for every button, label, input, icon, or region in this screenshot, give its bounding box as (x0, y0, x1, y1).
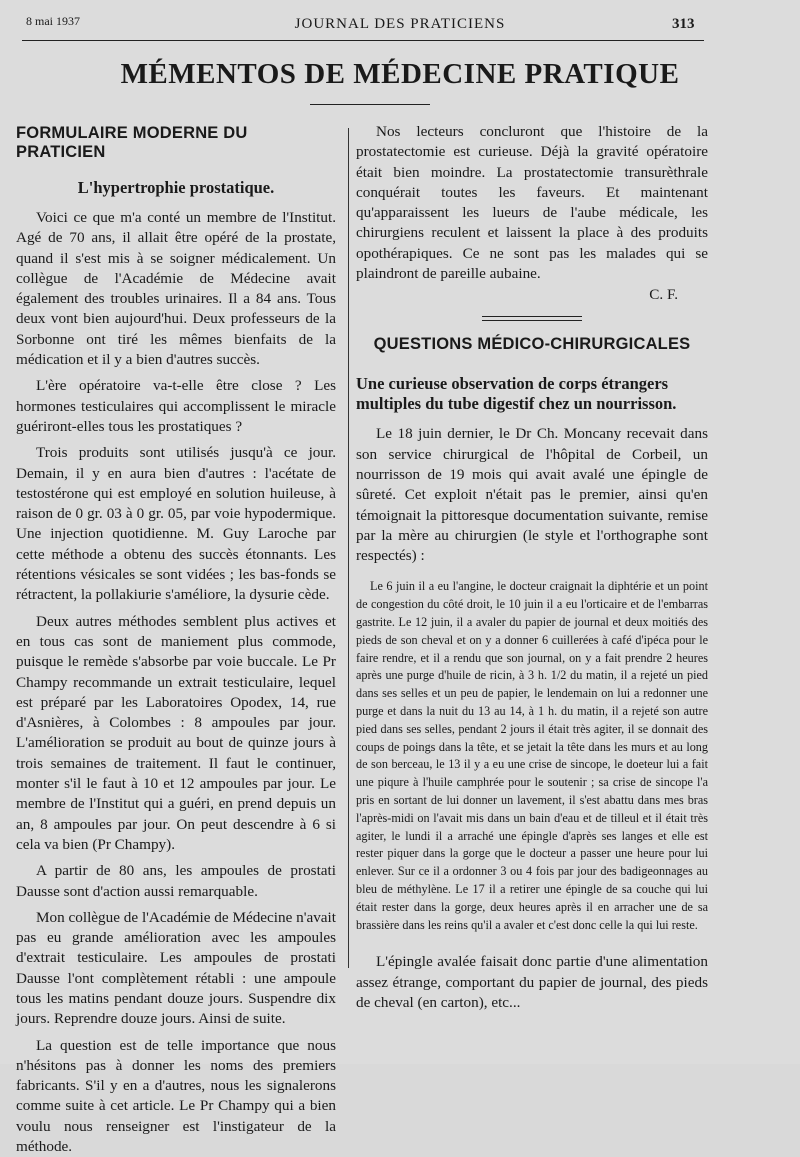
paragraph: La question est de telle importance que nous n'hésitons pas à donner les noms des premiers fabricants. S'il y en a d'autres, nous les signalerons comme suite à cet article. Le Pr Champy qui a bien voulu nous renseigner est l'instigateur de la méthode. (16, 1036, 336, 1156)
paragraph: Trois produits sont utilisés jusqu'à ce jour. Demain, il y en aura bien d'autres : l'acétate de testostérone qui est employé en solution huileuse, à raison de 0 gr. 03 à 0 gr. 05, par voie hypodermique. Une injection quotidienne. M. Guy Laroche par cette méthode a obtenu des succès étonnants. Les rétentions vésicales se sont vidées ; les bas-fonds se rétractent, la pollakiurie s'améliore, la dysurie cède. (16, 444, 336, 604)
running-header (0, 14, 800, 38)
title-rule (310, 104, 430, 105)
header-rule (22, 40, 704, 41)
main-title: MÉMENTOS DE MÉDECINE PRATIQUE (120, 58, 680, 90)
right-column (356, 122, 708, 1013)
page-number: 313 (672, 16, 695, 32)
paragraph: L'ère opératoire va-t-elle être close ? Les hormones testiculaires qui accomplissent le miracle guériront-elles tous les prostatiques ? (16, 377, 336, 435)
paragraph: Nos lecteurs concluront que l'histoire de la prostatectomie est curieuse. Déjà la gravité opératoire était bien moindre. La prostatectomie transurèthrale conquérait toutes les faveurs. Et maintenant qu'apparaissent les lueurs de l'aube médicale, les chirurgiens reculent et laissent la place à des produits opothérapiques. Ce ne sont pas les malades qui se plaindront de pareille aubaine. (356, 123, 708, 283)
column-divider (348, 128, 349, 968)
quoted-letter: Le 6 juin il a eu l'angine, le docteur craignait la diphtérie et un point de congestion du côté droit, le 10 juin il a eu l'orticaire et de l'embarras gastrite. Le 12 juin, il a avaler du papier de journal et deux moitiés des pieds de son cheval et on y a donner 6 cuillerées à café d'ipéca pour le faire rendre, et il a rendu que son journal, on y a fait prendre 2 heures après une purge d'huile de ricin, à 3 h. 1/2 du matin, il a rejeté un pied dans ses selles et un peu de papier, le lendemain on lui a redonner une purge et dans la nuit du 13 au 14, à 1 h. du matin, il a rejeté son autre pied dans ses selles, pendant 2 jours il était très agiter, il se donnait des coups de poings dans la tête, et se jetait la tête dans les murs et au long de son berceau, le 13 il y a eu une crise de sincope, le doeteur lui a fait une piqure à l'huile camphrée pour le soutenir ; sa crise de sincope l'a pris en sortant de lui donner un lavement, il s'est abattu dans mes bras l'après-midi on l'avait mis dans un bain d'eau et de tilleul et il était très agiter, le lundi il a arraché une épingle d'après ses langes et elle est rester piquer dans la gorge que le docteur a passer une heure pour lui enlever. Sur ce il a ordonner 3 ou 4 fois par jour des badigeonnages au bleu de méthylène. Le 17 il a retirer une épingle de sa couche qui lui était rester dans la gorge, deux heures après il en arracher une de sa brassière dans les reins qu'il a avaler et c'est donc celle la qui lui reste. (356, 579, 708, 932)
section-separator (482, 316, 582, 321)
paragraph: Voici ce que m'a conté un membre de l'Institut. Agé de 70 ans, il allait être opéré de la prostate, quand il s'est mis à se soigner médicalement. Un collègue de l'Académie de Médecine avait également des troubles urinaires. Il a 84 ans. Tous deux vont bien aujourd'hui. Deux professeurs de la Sorbonne ont tiré les mêmes bienfaits de la médication et il y a bien d'autres succès. (16, 209, 336, 369)
section-heading-questions: QUESTIONS MÉDICO-CHIRURGICALES (373, 335, 691, 354)
paragraph: A partir de 80 ans, les ampoules de prostati Dausse sont d'action aussi remarquable. (16, 862, 336, 900)
article-title: Une curieuse observation de corps étrangers multiples du tube digestif chez un nourrisson. (356, 374, 677, 414)
left-column (16, 124, 336, 1157)
paragraph: Deux autres méthodes semblent plus actives et en tous cas sont de maniement plus commode, puisque le remède s'absorbe par voie buccale. Le Pr Champy recommande un extrait testiculaire, lequel est préparé par les Laboratoires Opodex, 14, rue d'Asnières, à Colombes : 8 ampoules par jour. L'amélioration se produit au bout de quinze jours à trois semaines de traitement. Il faut le continuer, monter s'il le faut à 10 et 12 ampoules par jour. Le membre de l'Institut qui a guéri, en prend depuis un an, 8 ampoules par jour. On peut descendre à 6 si cela va bien (Pr Champy). (16, 612, 336, 853)
journal-name: JOURNAL DES PRATICIENS (294, 16, 506, 32)
paragraph: L'épingle avalée faisait donc partie d'une alimentation assez étrange, comportant du papier de journal, des pieds de cheval (en carton), etc... (356, 953, 708, 1011)
author-signature: C. F. (649, 286, 678, 304)
section-heading-formulaire: FORMULAIRE MODERNE DU PRATICIEN (16, 124, 248, 161)
article-subtitle: L'hypertrophie prostatique. (77, 178, 275, 197)
paragraph: Le 18 juin dernier, le Dr Ch. Moncany recevait dans son service chirurgical de l'hôpital de Corbeil, un nourrisson de 19 mois qui avait avalé une épingle de sûreté. Cet exploit n'était pas le premier, ainsi qu'en témoignait la pittoresque documentation suivante, remise par la mère au chirurgien (le style et l'orthographe sont respectés) : (356, 425, 708, 565)
issue-date: 8 mai 1937 (26, 14, 80, 28)
paragraph: Mon collègue de l'Académie de Médecine n'avait pas eu grande amélioration avec les ampoules d'extrait testiculaire. Les ampoules de prostati Dausse l'ont complètement rétabli : une ampoule tous les matins pendant douze jours. Suspendre dix jours. Reprendre douze jours. Ainsi de suite. (16, 908, 336, 1028)
